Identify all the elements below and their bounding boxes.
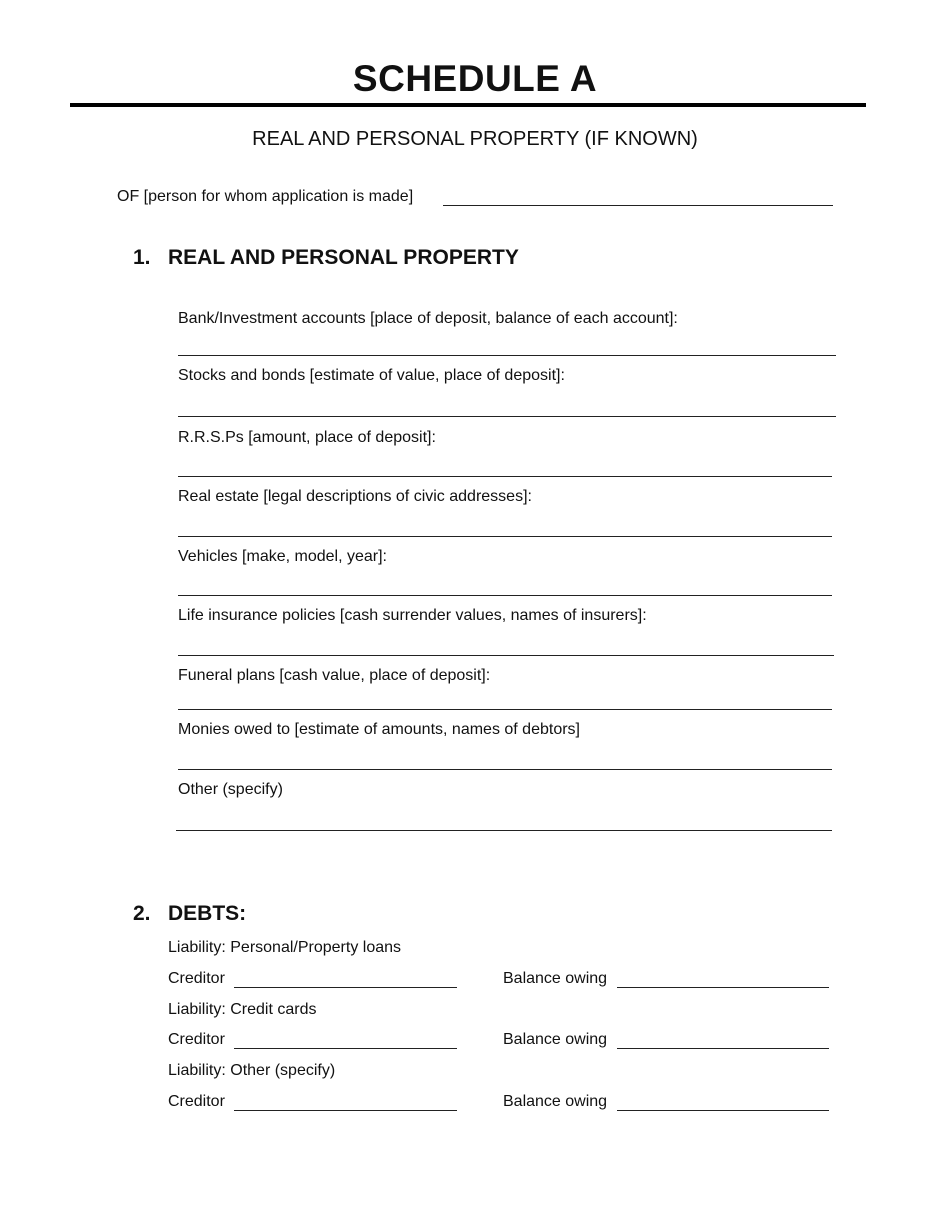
field-label-funeral-plans: Funeral plans [cash value, place of deposit]: [178, 667, 491, 684]
field-label-bank-accounts: Bank/Investment accounts [place of deposit, balance of each account]: [178, 310, 678, 327]
field-funeral-plans[interactable] [178, 709, 832, 710]
balance-field-other[interactable] [617, 1110, 829, 1111]
section-1-title: REAL AND PERSONAL PROPERTY [168, 246, 519, 269]
field-bank-accounts[interactable] [178, 355, 836, 356]
section-1-number: 1. [133, 246, 151, 269]
field-other[interactable] [176, 830, 832, 831]
field-vehicles[interactable] [178, 595, 832, 596]
document-title: SCHEDULE A [352, 58, 598, 99]
field-label-other: Other (specify) [178, 781, 283, 798]
creditor-label: Creditor [168, 970, 225, 987]
field-real-estate[interactable] [178, 536, 832, 537]
liability-label-other: Liability: Other (specify) [168, 1062, 336, 1079]
of-person-label: OF [person for whom application is made] [117, 188, 414, 205]
balance-field-loans[interactable] [617, 987, 829, 988]
balance-owing-label: Balance owing [503, 1031, 608, 1048]
field-label-monies-owed: Monies owed to [estimate of amounts, names of debtors] [178, 721, 580, 738]
of-person-field[interactable] [443, 205, 833, 206]
field-label-rrsps: R.R.S.Ps [amount, place of deposit]: [178, 429, 436, 446]
section-2-number: 2. [133, 902, 151, 925]
field-label-real-estate: Real estate [legal descriptions of civic addresses]: [178, 488, 532, 505]
liability-label-loans: Liability: Personal/Property loans [168, 939, 402, 956]
field-label-vehicles: Vehicles [make, model, year]: [178, 548, 387, 565]
section-2-title: DEBTS: [168, 902, 247, 925]
document-subtitle: REAL AND PERSONAL PROPERTY (IF KNOWN) [252, 128, 698, 150]
creditor-label: Creditor [168, 1031, 225, 1048]
balance-owing-label: Balance owing [503, 1093, 608, 1110]
field-label-life-insurance: Life insurance policies [cash surrender values, names of insurers]: [178, 607, 647, 624]
creditor-field-loans[interactable] [234, 987, 457, 988]
field-stocks-bonds[interactable] [178, 416, 836, 417]
field-rrsps[interactable] [178, 476, 832, 477]
balance-owing-label: Balance owing [503, 970, 608, 987]
title-divider [70, 103, 866, 107]
liability-label-credit-cards: Liability: Credit cards [168, 1001, 317, 1018]
creditor-field-credit-cards[interactable] [234, 1048, 457, 1049]
field-life-insurance[interactable] [178, 655, 834, 656]
creditor-label: Creditor [168, 1093, 225, 1110]
creditor-field-other[interactable] [234, 1110, 457, 1111]
field-label-stocks-bonds: Stocks and bonds [estimate of value, place of deposit]: [178, 367, 565, 384]
balance-field-credit-cards[interactable] [617, 1048, 829, 1049]
field-monies-owed[interactable] [178, 769, 832, 770]
